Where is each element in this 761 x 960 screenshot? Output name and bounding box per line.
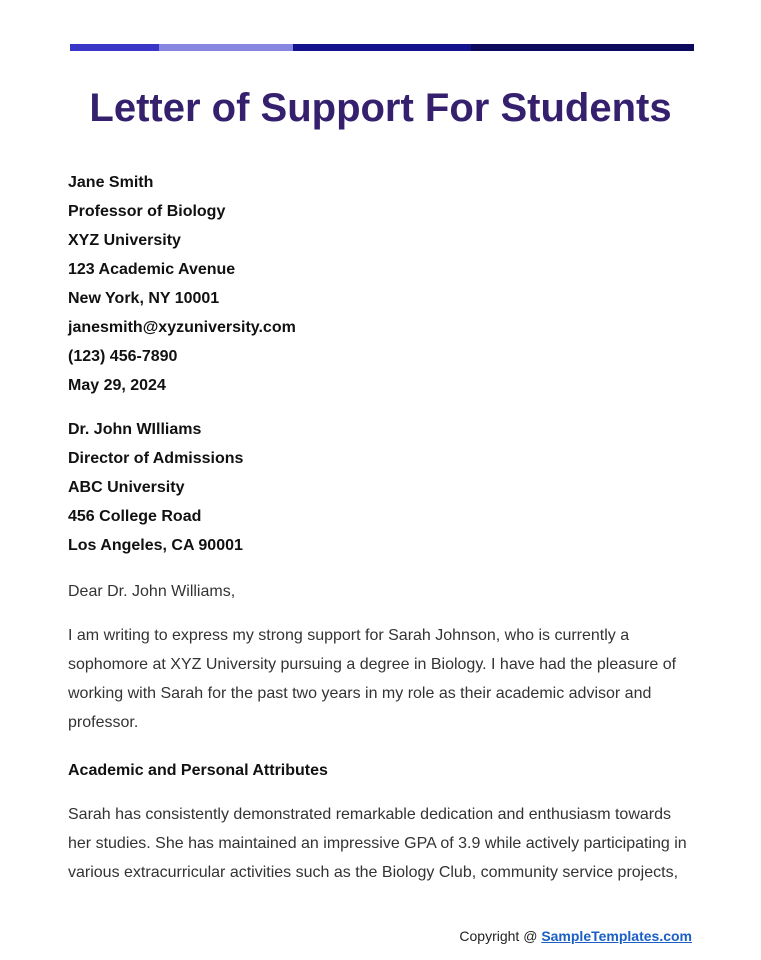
recipient-street: 456 College Road (68, 508, 202, 525)
body-paragraph-attributes: Sarah has consistently demonstrated remarkable dedication and enthusiasm towards her studies. She has maintained an impressive GPA of 3.9 while actively participating in various extracurricular activities such as the Biology Club, community service projects, (68, 806, 687, 881)
bar-segment-2 (159, 44, 293, 51)
recipient-institution: ABC University (68, 479, 185, 496)
copyright-footer (459, 924, 692, 948)
salutation: Dear Dr. John Williams, (68, 583, 236, 600)
sampletemplates-link[interactable]: SampleTemplates.com (541, 928, 692, 944)
letter-date: May 29, 2024 (68, 377, 166, 394)
recipient-city: Los Angeles, CA 90001 (68, 537, 243, 554)
sender-title: Professor of Biology (68, 203, 226, 220)
bar-segment-1 (70, 44, 159, 51)
sender-institution: XYZ University (68, 232, 181, 249)
sender-email: janesmith@xyzuniversity.com (68, 319, 296, 336)
page-title: Letter of Support For Students (89, 86, 672, 130)
sender-phone: (123) 456-7890 (68, 348, 178, 365)
recipient-title: Director of Admissions (68, 450, 244, 467)
section-heading: Academic and Personal Attributes (68, 762, 328, 779)
sender-name: Jane Smith (68, 174, 154, 191)
bar-segment-3 (293, 44, 471, 51)
sender-city: New York, NY 10001 (68, 290, 220, 307)
bar-segment-4 (471, 44, 694, 51)
top-decorative-bar (70, 44, 694, 51)
body-paragraph-intro: I am writing to express my strong support for Sarah Johnson, who is currently a sophomore at XYZ University pursuing a degree in Biology. I have had the pleasure of working with Sarah for the past two years in my role as their academic advisor and professor. (68, 627, 677, 731)
recipient-address (68, 415, 698, 560)
sender-street: 123 Academic Avenue (68, 261, 236, 278)
copyright-text: Copyright @ (459, 928, 542, 944)
sender-address (68, 168, 698, 400)
recipient-name: Dr. John WIlliams (68, 421, 202, 438)
